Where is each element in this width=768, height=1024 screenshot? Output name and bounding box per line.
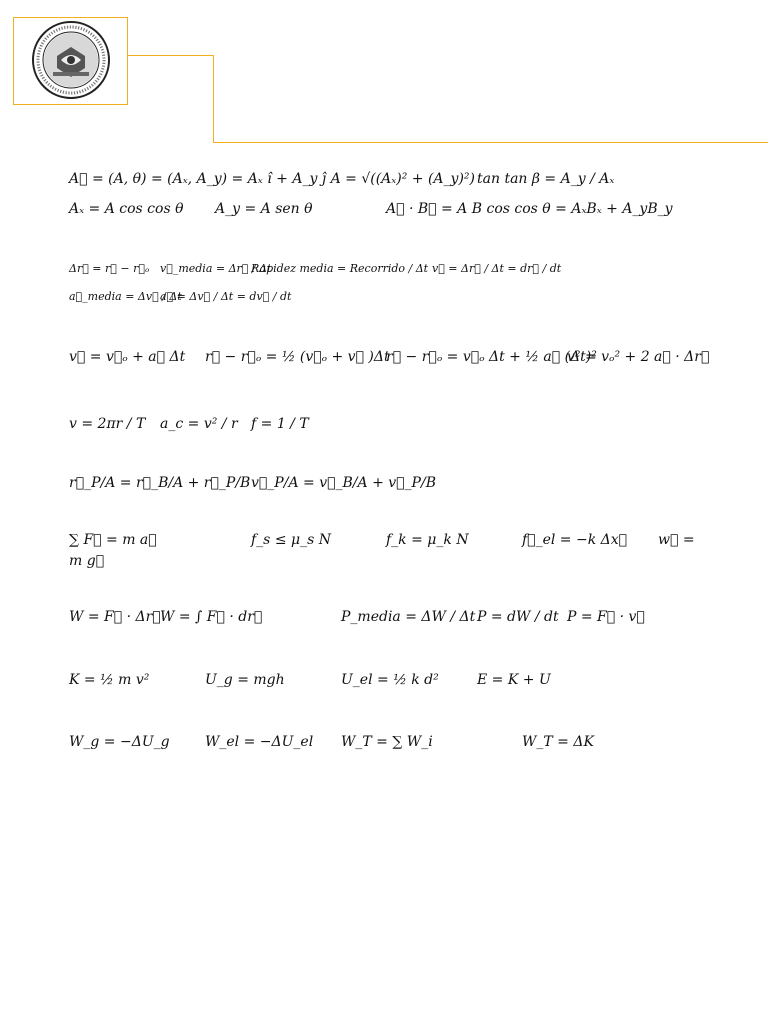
mean-speed-equation: Rapidez media = Recorrido / Δt bbox=[251, 262, 429, 275]
mua-average-equation: r⃗ − r⃗ₒ = ½ (v⃗ₒ + v⃗ )Δt bbox=[205, 349, 390, 365]
work-energy-theorem-equation: W_T = ΔK bbox=[522, 734, 594, 750]
ay-equation: A_y = A sen θ bbox=[215, 201, 313, 217]
frequency-equation: f = 1 / T bbox=[251, 416, 309, 432]
velocity-equation: v⃗ = Δr⃗ / Δt = dr⃗ / dt bbox=[432, 262, 562, 275]
mean-acceleration-equation: a⃗_media = Δv⃗ / Δt bbox=[69, 290, 182, 303]
centripetal-acceleration-equation: a_c = v² / r bbox=[160, 416, 238, 432]
gravity-work-equation: W_g = −ΔU_g bbox=[69, 734, 170, 750]
dot-product-equation: A⃗ · B⃗ = A B cos cos θ = AₓBₓ + A_yB_y bbox=[386, 201, 673, 217]
elastic-work-equation: W_el = −ΔU_el bbox=[205, 734, 314, 750]
weight-equation-end: m g⃗ bbox=[69, 553, 105, 569]
vector-polar-equation: A⃗ = (A, θ) = (Aₓ, A_y) = Aₓ î + A_y ĵ A = √((Aₓ)² + (A_y)²) bbox=[69, 171, 475, 187]
mua-position-equation: r⃗ − r⃗ₒ = v⃗ₒ Δt + ½ a⃗ (Δt)² bbox=[386, 349, 597, 365]
mechanical-energy-equation: E = K + U bbox=[477, 672, 551, 688]
power-dot-equation: P = F⃗ · v⃗ bbox=[567, 609, 645, 625]
header-connector-line bbox=[128, 55, 214, 143]
displacement-equation: Δr⃗ = r⃗ − r⃗ₒ bbox=[69, 262, 150, 275]
mean-velocity-equation: v⃗_media = Δr⃗ / Δt bbox=[160, 262, 272, 275]
gravitational-energy-equation: U_g = mgh bbox=[205, 672, 285, 688]
static-friction-equation: f_s ≤ μ_s N bbox=[251, 532, 331, 548]
acceleration-equation: a⃗ = Δv⃗ / Δt = dv⃗ / dt bbox=[160, 290, 292, 303]
kinetic-energy-equation: K = ½ m v² bbox=[69, 672, 150, 688]
relative-velocity-equation: v⃗_P/A = v⃗_B/A + v⃗_P/B bbox=[251, 475, 436, 491]
work-integral-equation: W = ∫ F⃗ · dr⃗ bbox=[160, 609, 263, 625]
seal-frame bbox=[13, 17, 128, 105]
mua-torricelli-equation: v² = vₒ² + 2 a⃗ · Δr⃗ bbox=[567, 349, 710, 365]
newton-second-law-equation: ∑ F⃗ = m a⃗ bbox=[69, 532, 157, 548]
mean-power-equation: P_media = ΔW / Δt bbox=[341, 609, 476, 625]
elastic-force-equation: f⃗_el = −k Δx⃗ bbox=[522, 532, 628, 548]
total-work-sum-equation: W_T = ∑ W_i bbox=[341, 734, 433, 750]
relative-position-equation: r⃗_P/A = r⃗_B/A + r⃗_P/B bbox=[69, 475, 251, 491]
work-equation: W = F⃗ · Δr⃗ bbox=[69, 609, 161, 625]
kinetic-friction-equation: f_k = μ_k N bbox=[386, 532, 469, 548]
header-rule bbox=[214, 142, 768, 143]
tan-equation: tan tan β = A_y / Aₓ bbox=[477, 171, 615, 187]
mua-velocity-equation: v⃗ = v⃗ₒ + a⃗ Δt bbox=[69, 349, 186, 365]
ax-equation: Aₓ = A cos cos θ bbox=[69, 201, 184, 217]
power-derivative-equation: P = dW / dt bbox=[477, 609, 559, 625]
weight-equation-start: w⃗ = bbox=[658, 532, 695, 548]
elastic-energy-equation: U_el = ½ k d² bbox=[341, 672, 439, 688]
university-seal-icon bbox=[31, 20, 111, 100]
circular-velocity-equation: v = 2πr / T bbox=[69, 416, 146, 432]
